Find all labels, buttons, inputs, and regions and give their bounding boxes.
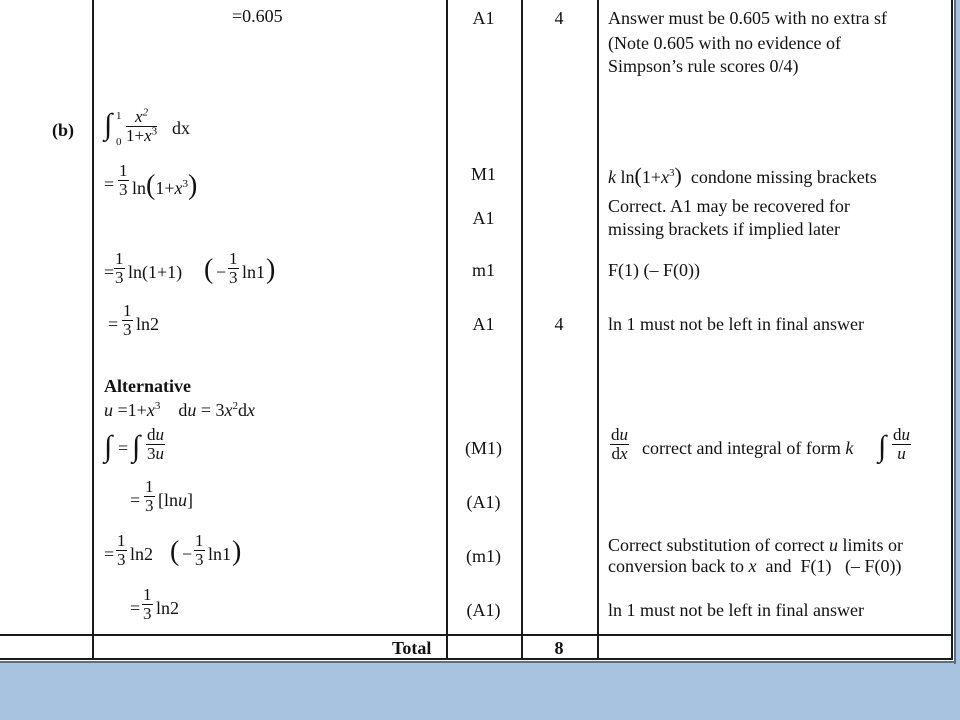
- integrand-denominator: $1+x^3$: [126, 125, 158, 145]
- work-line-b1: [104, 160, 224, 206]
- paren-open: (: [204, 254, 214, 285]
- equals: =: [130, 490, 141, 510]
- one-third: $\frac{1}{3}$: [115, 249, 124, 287]
- minus: −: [182, 544, 193, 564]
- work-line-b2: [104, 250, 304, 296]
- comment-4: F(1) (– F(0)): [608, 260, 700, 280]
- integrand-dx: dx: [172, 118, 190, 138]
- paren-close: ): [266, 254, 276, 285]
- alternative-heading: Alternative: [104, 376, 191, 396]
- minus: −: [216, 262, 227, 282]
- equals: =: [118, 438, 129, 458]
- comment-5: ln 1 must not be left in final answer: [608, 314, 864, 334]
- ln-2: ln2: [156, 598, 180, 618]
- lower-limit: 0: [116, 136, 122, 148]
- mark-6: (M1): [465, 438, 502, 458]
- one-third: $\frac{1}{3}$: [145, 477, 154, 515]
- mark-9: (A1): [466, 600, 501, 620]
- part-label-b: (b): [52, 120, 74, 140]
- comment-1c: Simpson’s rule scores 0/4): [608, 56, 799, 76]
- ln-u: [lnu]: [158, 490, 193, 510]
- one-third: $\frac{1}{3}$: [143, 585, 152, 623]
- table-bottom-rule: [0, 658, 953, 660]
- page-frame-bottom: [0, 661, 956, 663]
- substitution-line: $u =1+x^3$ du = $3x^2dx$: [104, 400, 255, 420]
- comment-8b: conversion back to x and F(1) (– F(0)): [608, 556, 902, 576]
- comment-1a: Answer must be 0.605 with no extra sf: [608, 8, 887, 28]
- work-line-1: =0.605: [232, 6, 283, 26]
- work-line-b3: [108, 302, 208, 348]
- comment-8a: Correct substitution of correct u limits or: [608, 535, 903, 555]
- work-line-alt3: [104, 532, 304, 578]
- integrand-fraction: [126, 108, 157, 145]
- table-border-left: [92, 0, 94, 660]
- ln-2: ln2: [130, 544, 154, 564]
- equals: =: [130, 598, 141, 618]
- integral-sign: ∫: [104, 108, 113, 141]
- work-line-alt1: [104, 424, 224, 474]
- mark-7: (A1): [466, 492, 501, 512]
- equals: =: [104, 544, 115, 564]
- work-line-alt2: [130, 478, 230, 524]
- table-border-comment: [597, 0, 599, 660]
- ln-term: $\ln(1+x^3)$: [132, 170, 198, 201]
- upper-limit: 1: [116, 110, 122, 122]
- integral-sign-2: ∫: [132, 430, 141, 463]
- comment-3a: Correct. A1 may be recovered for: [608, 196, 850, 216]
- ln-2: ln2: [136, 314, 160, 334]
- one-third: $\frac{1}{3}$: [117, 531, 126, 569]
- total-5: 4: [554, 314, 564, 334]
- comment-2: k $\ln(1+x^3)$ condone missing brackets: [608, 163, 877, 188]
- paren-close: ): [232, 536, 242, 567]
- mark-2: M1: [470, 164, 496, 184]
- du-over-u: $\frac{du}{u}$: [893, 425, 910, 463]
- equals: =: [108, 314, 119, 334]
- comment-6: [608, 424, 938, 474]
- integrand-numerator: $x^2$: [126, 108, 157, 127]
- total-label: Total: [392, 638, 432, 658]
- one-third: $\frac{1}{3}$: [123, 301, 132, 339]
- mark-4: m1: [471, 260, 495, 280]
- comment-6-text: correct and integral of form k: [642, 438, 854, 458]
- comment-9: ln 1 must not be left in final answer: [608, 600, 864, 620]
- integral-sign: ∫: [878, 430, 887, 463]
- comment-1b: (Note 0.605 with no evidence of: [608, 33, 841, 53]
- equals: =: [104, 174, 115, 194]
- page-frame-right: [954, 0, 956, 664]
- mark-1: A1: [472, 8, 495, 28]
- ln-1: ln1: [242, 262, 266, 282]
- mark-8: (m1): [466, 546, 501, 566]
- ln-1: ln1: [208, 544, 232, 564]
- mark-5: A1: [472, 314, 495, 334]
- total-value: 8: [554, 638, 564, 658]
- integral-sign: ∫: [104, 430, 113, 463]
- table-total-rule: [0, 634, 953, 636]
- one-third: $\frac{1}{3}$: [119, 161, 128, 199]
- table-border-right: [951, 0, 953, 660]
- equals: =: [104, 262, 115, 282]
- integral-expression: [104, 104, 204, 154]
- mark-3: A1: [472, 208, 495, 228]
- one-third: $\frac{1}{3}$: [195, 531, 204, 569]
- paren-open: (: [170, 536, 180, 567]
- total-1: 4: [554, 8, 564, 28]
- du-over-3u: $\frac{du}{3u}$: [147, 425, 164, 463]
- ln-1plus1: ln(1+1): [128, 262, 183, 282]
- du-over-dx: $\frac{du}{dx}$: [611, 425, 628, 463]
- comment-3b: missing brackets if implied later: [608, 219, 840, 239]
- one-third: $\frac{1}{3}$: [229, 249, 238, 287]
- work-line-alt4: [130, 586, 230, 632]
